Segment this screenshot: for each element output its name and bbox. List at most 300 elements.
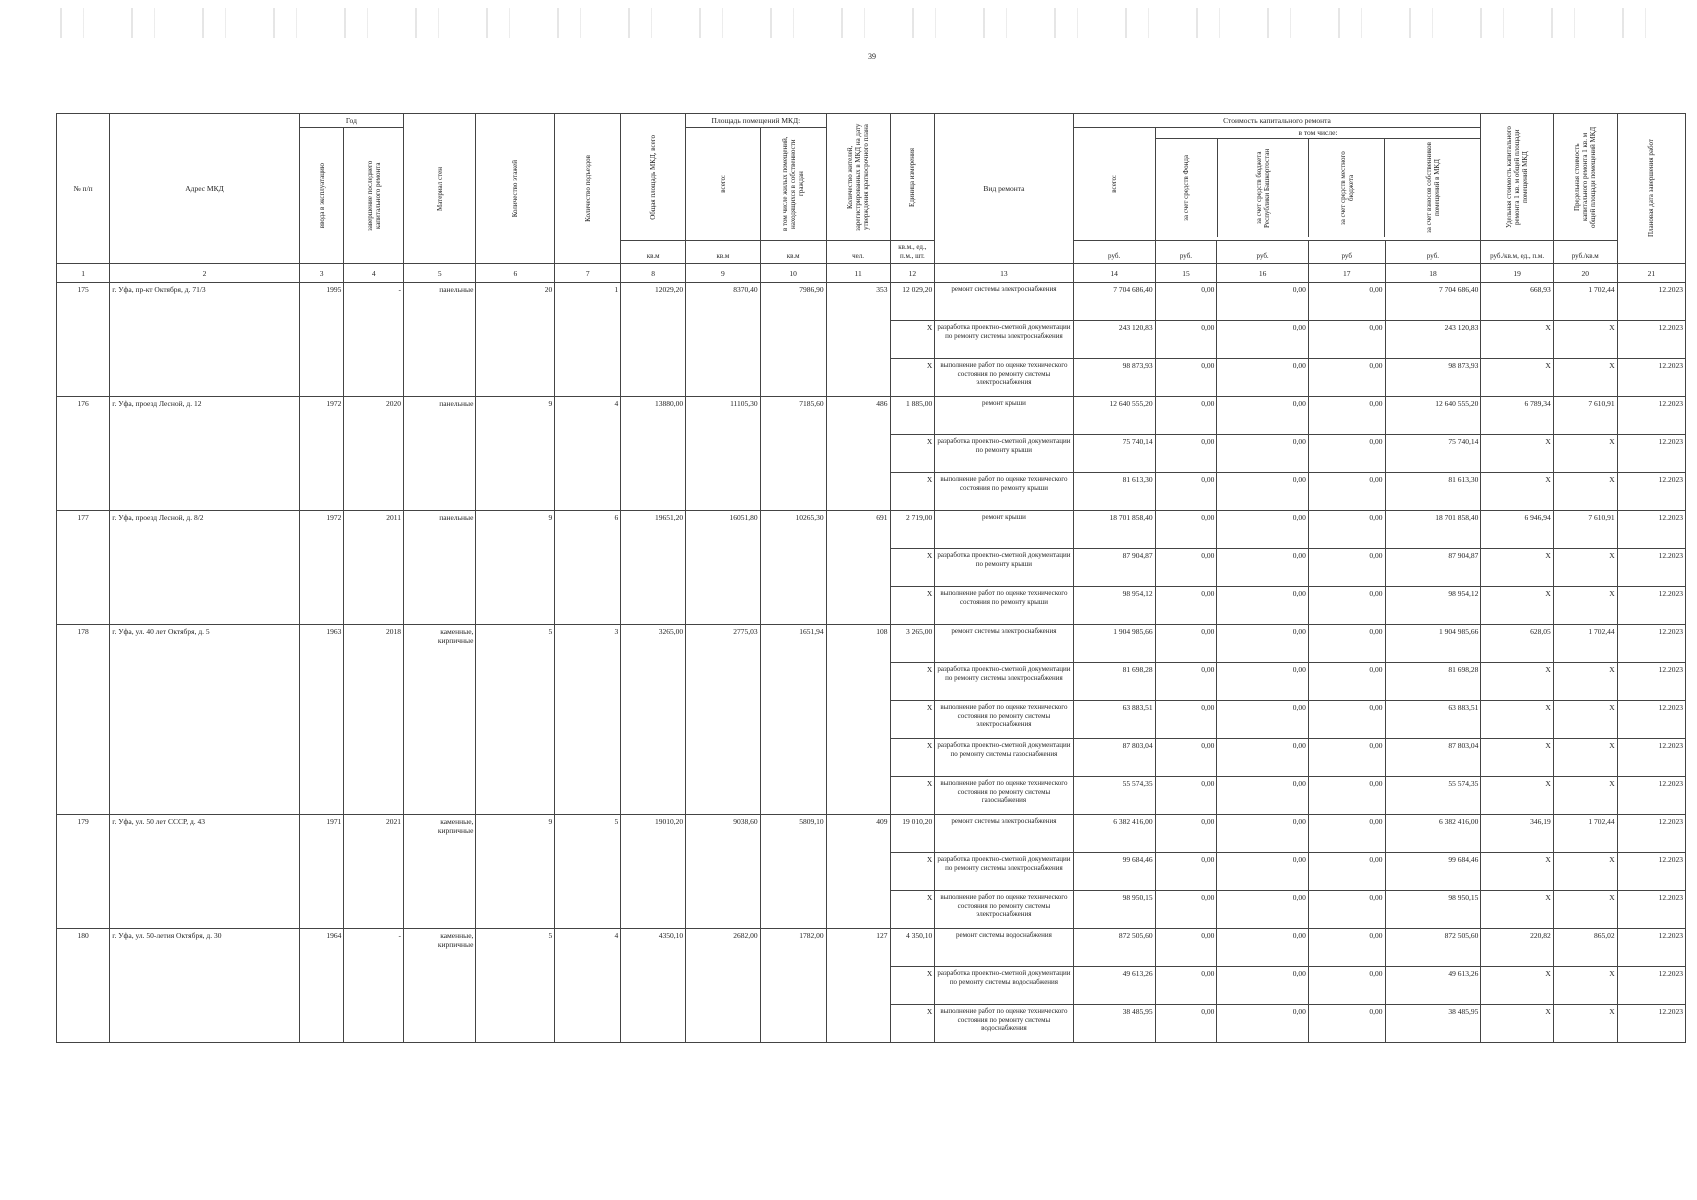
work-c14: 243 120,83 <box>1073 321 1155 359</box>
work-type: ремонт системы водоснабжения <box>935 929 1073 967</box>
col-number: 7 <box>555 264 621 283</box>
house-floors: 5 <box>476 929 555 1043</box>
work-c14: 55 574,35 <box>1073 777 1155 815</box>
house-res: 486 <box>826 397 890 511</box>
work-unit: 19 010,20 <box>890 815 935 853</box>
col-number: 17 <box>1308 264 1385 283</box>
work-c14: 98 950,15 <box>1073 891 1155 929</box>
house-y2: - <box>344 929 404 1043</box>
work-c16: 0,00 <box>1217 929 1309 967</box>
house-floors: 20 <box>476 283 555 397</box>
work-type: выполнение работ по оценке технического состояния по ремонту системы электроснабжения <box>935 701 1073 739</box>
work-c20: X <box>1553 435 1617 473</box>
work-c20: 1 702,44 <box>1553 625 1617 663</box>
work-c17: 0,00 <box>1308 435 1385 473</box>
work-c18: 98 950,15 <box>1385 891 1481 929</box>
unit-premises-total: кв.м <box>686 241 761 264</box>
house-pp: 1782,00 <box>760 929 826 1043</box>
house-res: 691 <box>826 511 890 625</box>
work-c19: 220,82 <box>1481 929 1553 967</box>
work-c16: 0,00 <box>1217 549 1309 587</box>
col-number: 18 <box>1385 264 1481 283</box>
house-y1: 1972 <box>299 511 344 625</box>
work-c20: X <box>1553 701 1617 739</box>
work-c19: X <box>1481 777 1553 815</box>
work-c18: 872 505,60 <box>1385 929 1481 967</box>
house-y1: 1972 <box>299 397 344 511</box>
work-c19: X <box>1481 967 1553 1005</box>
work-c21: 12.2023 <box>1617 511 1685 549</box>
house-y2: 2011 <box>344 511 404 625</box>
house-y1: 1971 <box>299 815 344 929</box>
work-unit: X <box>890 701 935 739</box>
hdr-address: Адрес МКД <box>110 114 300 264</box>
work-c21: 12.2023 <box>1617 397 1685 435</box>
work-c20: 865,02 <box>1553 929 1617 967</box>
work-c20: X <box>1553 739 1617 777</box>
house-total: 12029,20 <box>621 283 686 397</box>
work-c15: 0,00 <box>1155 435 1217 473</box>
work-c19: X <box>1481 587 1553 625</box>
work-c16: 0,00 <box>1217 853 1309 891</box>
work-unit: X <box>890 853 935 891</box>
work-c14: 98 873,93 <box>1073 359 1155 397</box>
work-c15: 0,00 <box>1155 511 1217 549</box>
work-c19: X <box>1481 435 1553 473</box>
work-c21: 12.2023 <box>1617 321 1685 359</box>
work-c17: 0,00 <box>1308 853 1385 891</box>
col-number: 12 <box>890 264 935 283</box>
house-y1: 1995 <box>299 283 344 397</box>
work-c20: X <box>1553 473 1617 511</box>
hdr-premises-group: Площадь помещений МКД: <box>686 114 827 128</box>
house-total: 19010,20 <box>621 815 686 929</box>
col-number: 8 <box>621 264 686 283</box>
work-c16: 0,00 <box>1217 473 1309 511</box>
hdr-residents: Количество жителей, зарегистрированных в МКД на дату утверждения краткосрочного плана <box>826 114 890 241</box>
col-number: 13 <box>935 264 1073 283</box>
work-c14: 7 704 686,40 <box>1073 283 1155 321</box>
work-type: выполнение работ по оценке технического состояния по ремонту системы электроснабжения <box>935 359 1073 397</box>
table-row <box>57 815 1686 853</box>
house-wall: каменные, кирпичные <box>404 625 476 815</box>
work-c21: 12.2023 <box>1617 283 1685 321</box>
hdr-cost-group: Стоимость капитального ремонта <box>1073 114 1481 128</box>
work-c16: 0,00 <box>1217 321 1309 359</box>
hdr-cost-local: за счет средств местного бюджета <box>1308 139 1384 237</box>
house-floors: 5 <box>476 625 555 815</box>
work-c21: 12.2023 <box>1617 663 1685 701</box>
house-address: г. Уфа, проезд Лесной, д. 8/2 <box>110 511 300 625</box>
work-unit: X <box>890 663 935 701</box>
house-res: 353 <box>826 283 890 397</box>
repair-plan-table-wrap <box>56 113 1686 1043</box>
hdr-entrances: Количество подъездов <box>555 114 621 264</box>
house-address: г. Уфа, проезд Лесной, д. 12 <box>110 397 300 511</box>
work-c19: X <box>1481 321 1553 359</box>
work-c14: 18 701 858,40 <box>1073 511 1155 549</box>
work-type: разработка проектно-сметной документации по ремонту системы электроснабжения <box>935 663 1073 701</box>
house-total: 13880,00 <box>621 397 686 511</box>
house-res: 409 <box>826 815 890 929</box>
work-c14: 63 883,51 <box>1073 701 1155 739</box>
hdr-cost-total: всего: <box>1073 128 1155 241</box>
work-c18: 6 382 416,00 <box>1385 815 1481 853</box>
work-c15: 0,00 <box>1155 891 1217 929</box>
work-c21: 12.2023 <box>1617 1005 1685 1043</box>
hdr-premises-private: в том числе жилых помещений, находящихся в собственности граждан <box>760 128 826 241</box>
work-c18: 81 698,28 <box>1385 663 1481 701</box>
work-c16: 0,00 <box>1217 397 1309 435</box>
work-c20: 1 702,44 <box>1553 283 1617 321</box>
house-pt: 8370,40 <box>686 283 761 397</box>
hdr-wall-material: Материал стен <box>404 114 476 264</box>
work-unit: X <box>890 549 935 587</box>
work-c20: X <box>1553 663 1617 701</box>
col-number: 6 <box>476 264 555 283</box>
work-c17: 0,00 <box>1308 967 1385 1005</box>
work-type: разработка проектно-сметной документации по ремонту системы газоснабжения <box>935 739 1073 777</box>
col-number: 15 <box>1155 264 1217 283</box>
house-pt: 9038,60 <box>686 815 761 929</box>
house-address: г. Уфа, ул. 50-летия Октября, д. 30 <box>110 929 300 1043</box>
work-c19: X <box>1481 891 1553 929</box>
hdr-repair-type: Вид ремонта <box>935 114 1073 264</box>
work-c14: 872 505,60 <box>1073 929 1155 967</box>
work-c21: 12.2023 <box>1617 853 1685 891</box>
work-type: выполнение работ по оценке технического состояния по ремонту крыши <box>935 587 1073 625</box>
work-c18: 98 873,93 <box>1385 359 1481 397</box>
house-no: 177 <box>57 511 110 625</box>
house-wall: панельные <box>404 511 476 625</box>
col-number: 21 <box>1617 264 1685 283</box>
house-address: г. Уфа, пр-кт Октября, д. 71/3 <box>110 283 300 397</box>
col-number: 5 <box>404 264 476 283</box>
work-c17: 0,00 <box>1308 321 1385 359</box>
hdr-specific-cost: Удельная стоимость капитального ремонта 1 кв. м общей площади помещений МКД <box>1481 114 1553 241</box>
col-number: 2 <box>110 264 300 283</box>
work-type: разработка проектно-сметной документации по ремонту системы электроснабжения <box>935 853 1073 891</box>
work-c20: X <box>1553 853 1617 891</box>
work-c15: 0,00 <box>1155 359 1217 397</box>
work-c14: 98 954,12 <box>1073 587 1155 625</box>
work-c16: 0,00 <box>1217 511 1309 549</box>
house-address: г. Уфа, ул. 50 лет СССР, д. 43 <box>110 815 300 929</box>
work-unit: 3 265,00 <box>890 625 935 663</box>
work-c18: 1 904 985,66 <box>1385 625 1481 663</box>
work-unit: X <box>890 739 935 777</box>
house-pp: 5809,10 <box>760 815 826 929</box>
work-c20: X <box>1553 359 1617 397</box>
unit-measure: кв.м., ед., п.м., шт. <box>890 241 935 264</box>
work-c15: 0,00 <box>1155 815 1217 853</box>
hdr-incl-group <box>1155 128 1481 241</box>
work-c18: 38 485,95 <box>1385 1005 1481 1043</box>
work-c20: X <box>1553 549 1617 587</box>
work-c21: 12.2023 <box>1617 967 1685 1005</box>
work-c21: 12.2023 <box>1617 587 1685 625</box>
work-type: выполнение работ по оценке технического состояния по ремонту крыши <box>935 473 1073 511</box>
house-floors: 9 <box>476 397 555 511</box>
house-pp: 7185,60 <box>760 397 826 511</box>
work-c19: X <box>1481 359 1553 397</box>
work-c21: 12.2023 <box>1617 701 1685 739</box>
work-c18: 87 904,87 <box>1385 549 1481 587</box>
scan-noise <box>60 8 1660 38</box>
work-c14: 87 803,04 <box>1073 739 1155 777</box>
work-c16: 0,00 <box>1217 891 1309 929</box>
work-c18: 75 740,14 <box>1385 435 1481 473</box>
work-c18: 87 803,04 <box>1385 739 1481 777</box>
unit-limit-cost: руб./кв.м <box>1553 241 1617 264</box>
hdr-cost-republic: за счет средств бюджета Республики Башкортостан <box>1217 139 1308 237</box>
work-unit: X <box>890 1005 935 1043</box>
col-number: 19 <box>1481 264 1553 283</box>
page-number: 39 <box>868 52 876 61</box>
house-entr: 5 <box>555 815 621 929</box>
work-c19: X <box>1481 853 1553 891</box>
work-c14: 1 904 985,66 <box>1073 625 1155 663</box>
work-c17: 0,00 <box>1308 891 1385 929</box>
work-c18: 49 613,26 <box>1385 967 1481 1005</box>
table-body <box>57 283 1686 1043</box>
house-y2: 2020 <box>344 397 404 511</box>
work-c20: X <box>1553 891 1617 929</box>
work-unit: X <box>890 587 935 625</box>
work-c20: 7 610,91 <box>1553 397 1617 435</box>
table-row <box>57 929 1686 967</box>
work-c18: 18 701 858,40 <box>1385 511 1481 549</box>
work-c21: 12.2023 <box>1617 815 1685 853</box>
work-unit: X <box>890 473 935 511</box>
work-c21: 12.2023 <box>1617 929 1685 967</box>
work-c21: 12.2023 <box>1617 359 1685 397</box>
work-type: ремонт системы электроснабжения <box>935 625 1073 663</box>
house-y2: 2018 <box>344 625 404 815</box>
work-type: разработка проектно-сметной документации по ремонту системы водоснабжения <box>935 967 1073 1005</box>
work-c17: 0,00 <box>1308 511 1385 549</box>
work-c20: X <box>1553 321 1617 359</box>
table-row <box>57 283 1686 321</box>
house-pt: 2682,00 <box>686 929 761 1043</box>
work-c15: 0,00 <box>1155 967 1217 1005</box>
work-c15: 0,00 <box>1155 587 1217 625</box>
work-c17: 0,00 <box>1308 739 1385 777</box>
work-c14: 12 640 555,20 <box>1073 397 1155 435</box>
house-pt: 16051,80 <box>686 511 761 625</box>
work-unit: 2 719,00 <box>890 511 935 549</box>
hdr-floors: Количество этажей <box>476 114 555 264</box>
repair-plan-table <box>56 113 1686 1043</box>
house-no: 175 <box>57 283 110 397</box>
col-number: 20 <box>1553 264 1617 283</box>
work-type: разработка проектно-сметной документации по ремонту системы электроснабжения <box>935 321 1073 359</box>
col-number: 10 <box>760 264 826 283</box>
house-pp: 10265,30 <box>760 511 826 625</box>
table-row <box>57 625 1686 663</box>
house-pt: 11105,30 <box>686 397 761 511</box>
house-pp: 1651,94 <box>760 625 826 815</box>
unit-cost-local: руб <box>1308 241 1385 264</box>
work-c19: X <box>1481 701 1553 739</box>
table-row <box>57 511 1686 549</box>
hdr-premises-total: всего: <box>686 128 761 241</box>
house-no: 178 <box>57 625 110 815</box>
work-c16: 0,00 <box>1217 777 1309 815</box>
house-total: 4350,10 <box>621 929 686 1043</box>
work-c15: 0,00 <box>1155 473 1217 511</box>
work-c17: 0,00 <box>1308 549 1385 587</box>
hdr-total-area: Общая площадь МКД, всего <box>621 114 686 241</box>
work-c17: 0,00 <box>1308 473 1385 511</box>
work-c15: 0,00 <box>1155 397 1217 435</box>
house-entr: 4 <box>555 929 621 1043</box>
work-c15: 0,00 <box>1155 283 1217 321</box>
work-c15: 0,00 <box>1155 549 1217 587</box>
house-wall: каменные, кирпичные <box>404 815 476 929</box>
work-c18: 243 120,83 <box>1385 321 1481 359</box>
col-number: 3 <box>299 264 344 283</box>
work-unit: X <box>890 321 935 359</box>
work-type: ремонт системы электроснабжения <box>935 815 1073 853</box>
work-type: ремонт системы электроснабжения <box>935 283 1073 321</box>
work-c14: 49 613,26 <box>1073 967 1155 1005</box>
work-type: разработка проектно-сметной документации по ремонту крыши <box>935 435 1073 473</box>
work-c20: X <box>1553 777 1617 815</box>
work-c21: 12.2023 <box>1617 549 1685 587</box>
unit-cost-republic: руб. <box>1217 241 1309 264</box>
col-number: 11 <box>826 264 890 283</box>
work-c18: 98 954,12 <box>1385 587 1481 625</box>
house-no: 180 <box>57 929 110 1043</box>
work-unit: 4 350,10 <box>890 929 935 967</box>
work-c14: 81 698,28 <box>1073 663 1155 701</box>
table-row <box>57 397 1686 435</box>
work-c15: 0,00 <box>1155 739 1217 777</box>
work-c15: 0,00 <box>1155 321 1217 359</box>
hdr-year-last-repair: завершение последнего капитального ремонта <box>344 128 404 264</box>
col-number: 4 <box>344 264 404 283</box>
unit-premises-private: кв.м <box>760 241 826 264</box>
work-c16: 0,00 <box>1217 739 1309 777</box>
work-unit: X <box>890 777 935 815</box>
work-unit: X <box>890 435 935 473</box>
col-number: 16 <box>1217 264 1309 283</box>
work-c19: 668,93 <box>1481 283 1553 321</box>
work-type: разработка проектно-сметной документации по ремонту крыши <box>935 549 1073 587</box>
work-c19: X <box>1481 739 1553 777</box>
house-pp: 7986,90 <box>760 283 826 397</box>
work-c18: 12 640 555,20 <box>1385 397 1481 435</box>
work-c15: 0,00 <box>1155 853 1217 891</box>
work-c16: 0,00 <box>1217 625 1309 663</box>
house-no: 179 <box>57 815 110 929</box>
hdr-no: № п/п <box>57 114 110 264</box>
hdr-year-group: Год <box>299 114 403 128</box>
house-wall: панельные <box>404 283 476 397</box>
house-y1: 1964 <box>299 929 344 1043</box>
house-entr: 4 <box>555 397 621 511</box>
work-unit: X <box>890 967 935 1005</box>
work-c21: 12.2023 <box>1617 625 1685 663</box>
work-c19: 628,05 <box>1481 625 1553 663</box>
work-c16: 0,00 <box>1217 435 1309 473</box>
unit-specific-cost: руб./кв.м, ед., п.м. <box>1481 241 1553 264</box>
work-c20: 7 610,91 <box>1553 511 1617 549</box>
work-c17: 0,00 <box>1308 815 1385 853</box>
unit-residents: чел. <box>826 241 890 264</box>
work-c16: 0,00 <box>1217 587 1309 625</box>
work-unit: 1 885,00 <box>890 397 935 435</box>
work-unit: X <box>890 359 935 397</box>
house-no: 176 <box>57 397 110 511</box>
house-floors: 9 <box>476 815 555 929</box>
work-c15: 0,00 <box>1155 625 1217 663</box>
col-number: 9 <box>686 264 761 283</box>
work-c14: 87 904,87 <box>1073 549 1155 587</box>
work-c16: 0,00 <box>1217 663 1309 701</box>
column-numbers-row <box>57 264 1686 283</box>
work-c14: 75 740,14 <box>1073 435 1155 473</box>
hdr-planned-date: Плановая дата завершения работ <box>1617 114 1685 264</box>
work-c19: 346,19 <box>1481 815 1553 853</box>
work-type: ремонт крыши <box>935 511 1073 549</box>
house-y2: - <box>344 283 404 397</box>
work-c15: 0,00 <box>1155 1005 1217 1043</box>
hdr-unit-measure: Единица измерения <box>890 114 935 241</box>
unit-cost-owners: руб. <box>1385 241 1481 264</box>
work-c16: 0,00 <box>1217 967 1309 1005</box>
work-c21: 12.2023 <box>1617 473 1685 511</box>
work-c20: X <box>1553 587 1617 625</box>
hdr-year-commission: ввода в эксплуатацию <box>299 128 344 264</box>
work-c18: 55 574,35 <box>1385 777 1481 815</box>
work-c17: 0,00 <box>1308 587 1385 625</box>
work-type: выполнение работ по оценке технического состояния по ремонту системы газоснабжения <box>935 777 1073 815</box>
house-y1: 1963 <box>299 625 344 815</box>
work-c19: X <box>1481 1005 1553 1043</box>
work-c19: X <box>1481 663 1553 701</box>
house-pt: 2775,03 <box>686 625 761 815</box>
work-c18: 63 883,51 <box>1385 701 1481 739</box>
work-c17: 0,00 <box>1308 625 1385 663</box>
work-c14: 81 613,30 <box>1073 473 1155 511</box>
work-c16: 0,00 <box>1217 359 1309 397</box>
col-number: 14 <box>1073 264 1155 283</box>
house-total: 3265,00 <box>621 625 686 815</box>
work-c18: 81 613,30 <box>1385 473 1481 511</box>
unit-total-area: кв.м <box>621 241 686 264</box>
work-c15: 0,00 <box>1155 663 1217 701</box>
work-type: ремонт крыши <box>935 397 1073 435</box>
house-entr: 3 <box>555 625 621 815</box>
hdr-limit-cost: Предельная стоимость капитального ремонта 1 кв. м общей площади помещений МКД <box>1553 114 1617 241</box>
work-c18: 7 704 686,40 <box>1385 283 1481 321</box>
work-c17: 0,00 <box>1308 929 1385 967</box>
work-c15: 0,00 <box>1155 777 1217 815</box>
work-c21: 12.2023 <box>1617 777 1685 815</box>
work-type: выполнение работ по оценке технического состояния по ремонту системы водоснабжения <box>935 1005 1073 1043</box>
work-c17: 0,00 <box>1308 283 1385 321</box>
hdr-incl: в том числе: <box>1156 128 1481 139</box>
house-res: 108 <box>826 625 890 815</box>
work-c17: 0,00 <box>1308 701 1385 739</box>
hdr-cost-fund: за счет средств Фонда <box>1156 139 1218 237</box>
house-res: 127 <box>826 929 890 1043</box>
work-c17: 0,00 <box>1308 359 1385 397</box>
work-c16: 0,00 <box>1217 815 1309 853</box>
house-address: г. Уфа, ул. 40 лет Октября, д. 5 <box>110 625 300 815</box>
